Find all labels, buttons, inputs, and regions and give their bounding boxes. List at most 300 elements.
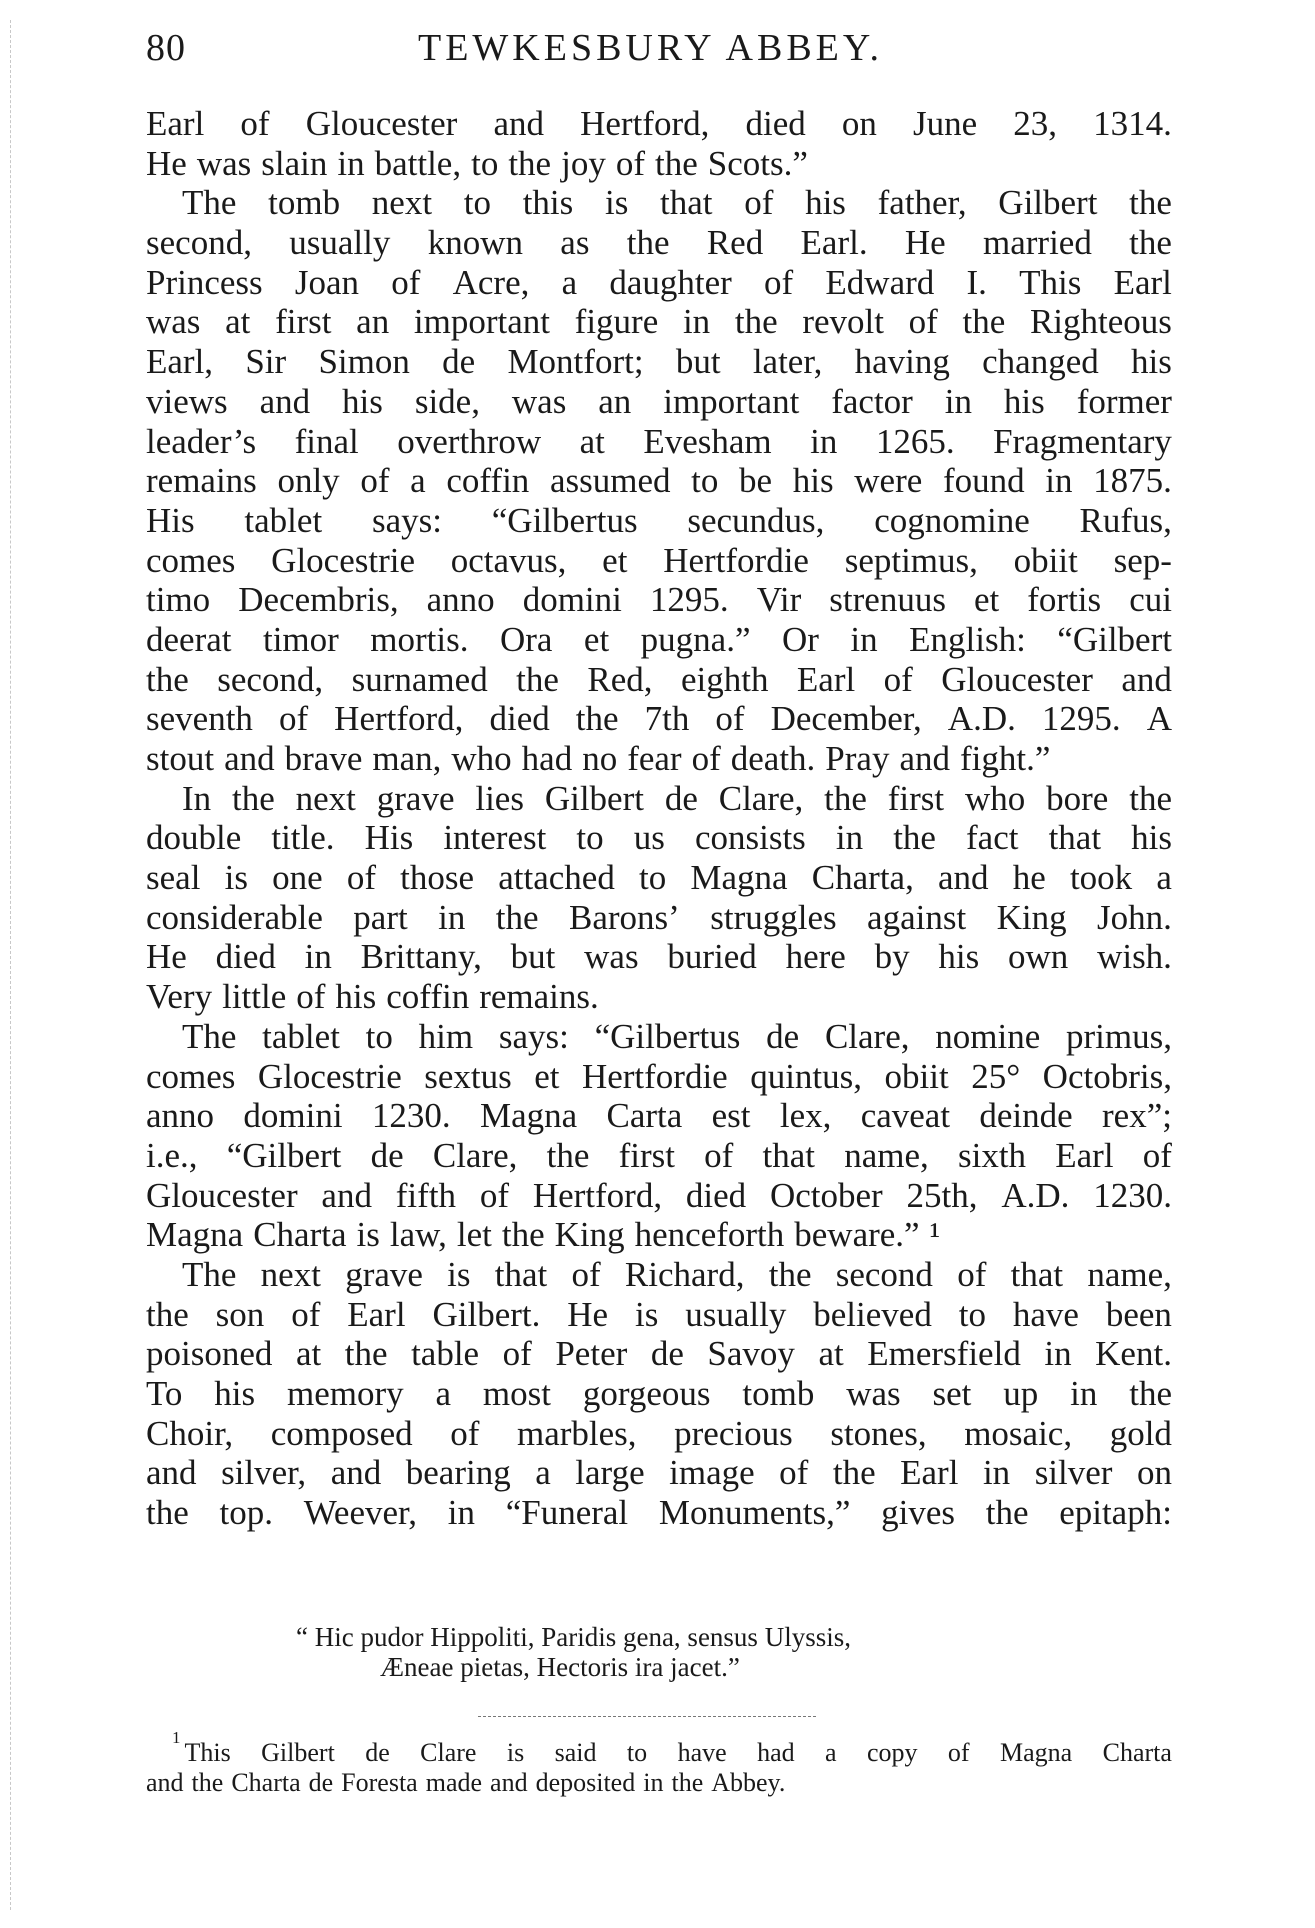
word: of [947, 1738, 970, 1767]
word: most [482, 1374, 551, 1413]
word: a [1156, 858, 1172, 898]
word: June [913, 104, 978, 143]
word: in [682, 302, 711, 342]
word: in [1070, 1374, 1098, 1413]
word: domini [243, 1096, 343, 1136]
word: fear [627, 739, 682, 778]
word: of [779, 1453, 809, 1493]
word: lex, [779, 1096, 832, 1136]
word: of [479, 1175, 510, 1215]
word: to [471, 143, 499, 183]
word: Scots.” [707, 143, 808, 183]
word: in [835, 818, 864, 858]
word: deerat [146, 619, 232, 659]
word: in [810, 421, 838, 461]
word: be [739, 461, 773, 501]
word: He [567, 1294, 609, 1334]
word: the [146, 1493, 189, 1533]
word: et [973, 580, 1000, 620]
word: tablet [244, 500, 323, 540]
word: says: [498, 1016, 569, 1056]
word: own [1008, 937, 1069, 977]
word: coffin [386, 977, 470, 1017]
word: image [669, 1453, 755, 1493]
word: a [535, 1453, 551, 1493]
word: his [805, 183, 846, 223]
word: the [1129, 183, 1172, 223]
word: his [335, 977, 377, 1017]
word: “Gilbertus [594, 1016, 741, 1056]
word: grave [345, 1254, 423, 1294]
word: Hertfordie [581, 1056, 728, 1096]
word: eighth [680, 659, 769, 699]
word: His [146, 500, 195, 540]
word: sextus [424, 1056, 512, 1096]
word: 1265. [875, 421, 955, 461]
word: the [508, 143, 552, 183]
word: the [768, 1254, 812, 1294]
word: of [240, 104, 270, 143]
word: anno [146, 1096, 215, 1136]
word: poisoned [146, 1334, 273, 1374]
word: and [330, 1453, 382, 1493]
word: cognomine [874, 500, 1030, 540]
word: the [893, 818, 936, 858]
word: at [295, 1334, 322, 1374]
word: mortis. [370, 619, 469, 659]
word: Edward [825, 262, 935, 302]
word: Glocestrie [271, 540, 415, 580]
word: obiit [1013, 540, 1078, 580]
word: in [304, 937, 332, 977]
word: Earl, [146, 342, 214, 382]
word: table [411, 1334, 480, 1374]
word: Hertford, [580, 104, 710, 143]
word: died [685, 1175, 747, 1215]
word: important [413, 302, 550, 342]
epitaph-quote [146, 1622, 1172, 1682]
word: a [435, 1374, 452, 1413]
word: figure [574, 302, 659, 342]
word: as [560, 223, 590, 263]
word: his [1131, 818, 1172, 858]
text-line [146, 1057, 1172, 1097]
word: said [554, 1738, 597, 1767]
word: second [835, 1254, 933, 1294]
word: “Gilbert [226, 1135, 342, 1175]
word: father, [877, 183, 967, 223]
word: his [342, 381, 383, 421]
word: septimus, [844, 540, 978, 580]
word: in [337, 143, 365, 183]
word: a [410, 461, 426, 501]
word: Octobris, [1042, 1056, 1172, 1096]
word: a [825, 1738, 837, 1767]
word: died [215, 937, 276, 977]
word: fortis [1027, 580, 1102, 620]
word: in [643, 1768, 664, 1797]
word: silver, [221, 1453, 307, 1493]
word: Simon [318, 342, 410, 382]
word: the [575, 699, 619, 739]
word: usually [289, 223, 391, 263]
text-line [146, 1176, 1172, 1216]
word: Joan [294, 262, 360, 302]
word: Clare, [718, 778, 804, 818]
word: man, [372, 739, 442, 778]
word: sixth [957, 1135, 1027, 1175]
word: first [618, 1135, 675, 1175]
word: de [442, 342, 476, 382]
word: King [554, 1215, 625, 1255]
word: Magna [146, 1215, 244, 1255]
word: pugna.” [640, 619, 751, 659]
word: in [447, 1493, 475, 1533]
text-line [146, 144, 1172, 184]
word: Earl [796, 659, 856, 699]
word: Gilbert [544, 778, 644, 818]
word: He [146, 937, 187, 977]
word: later, [752, 342, 823, 382]
word: Emersfield [867, 1334, 1021, 1374]
word: Earl [900, 1453, 959, 1493]
word: the [824, 778, 867, 818]
word: the [191, 1768, 224, 1797]
word: Foresta [341, 1768, 418, 1797]
word: Gloucester [146, 1175, 298, 1215]
word: obiit [884, 1056, 949, 1096]
word: nomine [935, 1016, 1041, 1056]
word: of [1142, 1135, 1172, 1175]
word: He [146, 143, 187, 183]
word: sep- [1113, 540, 1172, 580]
text-line [146, 739, 1172, 779]
word: struggles [710, 897, 837, 937]
word: Monuments,” [658, 1493, 851, 1533]
word: The [182, 183, 237, 223]
word: of [360, 461, 390, 501]
word: Clare, [824, 1016, 910, 1056]
word: Hertfordie [663, 540, 809, 580]
word: Gilbert. [432, 1294, 541, 1334]
word: important [663, 381, 800, 421]
word: of [278, 699, 309, 739]
word: remains. [479, 977, 599, 1017]
word: in [1044, 1334, 1072, 1374]
word: died [745, 104, 806, 143]
word: anno [426, 580, 495, 620]
word: that [660, 183, 713, 223]
text-line [146, 183, 1172, 223]
word: mosaic, [964, 1413, 1073, 1453]
text-line [146, 501, 1172, 541]
word: precious [674, 1413, 793, 1453]
word: tomb [268, 183, 341, 223]
word: Savoy [707, 1334, 795, 1374]
word: was [584, 937, 639, 977]
text-line [146, 263, 1172, 303]
word: Red [706, 223, 764, 263]
word: stones, [830, 1413, 927, 1453]
word: Choir, [146, 1413, 234, 1453]
word: is [634, 1294, 659, 1334]
word: his [1003, 381, 1045, 421]
word: and [259, 381, 311, 421]
word: Charta, [811, 858, 914, 898]
text-line [146, 699, 1172, 739]
text-line [146, 1334, 1172, 1374]
word: English: [909, 619, 1026, 659]
word: beware.” [794, 1215, 920, 1255]
word: leader’s [146, 421, 257, 461]
word: fifth [395, 1175, 457, 1215]
word: the [832, 1453, 876, 1493]
word: was [146, 302, 201, 342]
word: assumed [549, 461, 671, 501]
word: the [1129, 778, 1172, 818]
word: brave [284, 739, 363, 778]
word: A [1146, 699, 1172, 739]
word: gives [881, 1493, 955, 1533]
epitaph-line: Æneae pietas, Hectoris ira jacet.” [380, 1652, 740, 1682]
text-line [146, 898, 1172, 938]
word: double [146, 818, 242, 858]
word: de [365, 1738, 390, 1767]
word: took [1069, 858, 1133, 898]
page-header [146, 26, 1176, 76]
text-line [146, 302, 1172, 342]
word: but [510, 937, 556, 977]
text-line [146, 342, 1172, 382]
word: et [583, 619, 610, 659]
word: is [604, 183, 629, 223]
word: Earl [1113, 262, 1172, 302]
word: against [867, 897, 967, 937]
word: says: [371, 500, 442, 540]
word: is [224, 858, 248, 898]
word: the [495, 897, 539, 937]
word: “Funeral [505, 1493, 629, 1533]
word: of [291, 1294, 321, 1334]
word: death. [730, 739, 816, 778]
word: is [447, 1254, 471, 1294]
word: cui [1129, 580, 1172, 620]
word: December, [770, 699, 922, 739]
word: the [654, 143, 698, 183]
text-line [146, 660, 1172, 700]
text-line [146, 422, 1172, 462]
word: de [650, 1334, 684, 1374]
word: that [1010, 1254, 1064, 1294]
word: He [904, 223, 946, 263]
word: to [463, 183, 491, 223]
word: usually [685, 1294, 787, 1334]
word: of [296, 977, 326, 1017]
word: de [766, 1016, 800, 1056]
word: buried [667, 937, 757, 977]
word: seal [146, 858, 201, 898]
word: copy [866, 1738, 918, 1767]
footnote-separator [478, 1716, 816, 1717]
word: est [711, 1096, 751, 1136]
word: next [371, 183, 433, 223]
text-line [146, 1136, 1172, 1176]
word: slain [261, 143, 328, 183]
word: son [215, 1294, 265, 1334]
word: law, [389, 1215, 447, 1255]
word: and [146, 1768, 184, 1797]
text-line [146, 382, 1172, 422]
word: believed [813, 1294, 932, 1334]
word: have [1012, 1294, 1079, 1334]
word: to [576, 818, 604, 858]
page-number: 80 [146, 27, 186, 69]
text-line [146, 580, 1172, 620]
word: next [260, 1254, 321, 1294]
word: Fragmentary [993, 421, 1172, 461]
word: strenuus [829, 580, 946, 620]
word: overthrow [397, 421, 542, 461]
word: gorgeous [582, 1374, 711, 1413]
word: considerable [146, 897, 323, 937]
word: title. [271, 818, 335, 858]
text-line [146, 1453, 1172, 1493]
word: 25th, [906, 1175, 978, 1215]
word: Peter [555, 1334, 628, 1374]
word: and [490, 1768, 528, 1797]
word: Abbey. [711, 1768, 786, 1797]
word: Magna [690, 858, 788, 898]
word: Montfort; [507, 342, 644, 382]
word: tablet [262, 1016, 340, 1056]
word: tomb [742, 1374, 815, 1413]
word: been [1105, 1294, 1172, 1334]
word: that [1048, 818, 1102, 858]
word: ¹ [929, 1215, 941, 1255]
word: name, [1087, 1254, 1172, 1294]
word: a [561, 262, 578, 302]
word: made [425, 1768, 483, 1797]
word: Sir [245, 342, 287, 382]
word: the [344, 1334, 388, 1374]
word: this [522, 183, 574, 223]
word: who [451, 739, 512, 778]
word: is [506, 1738, 525, 1767]
word: His [364, 818, 414, 858]
text-line [146, 1215, 1172, 1255]
word: and [146, 1453, 197, 1493]
word: Gloucester [941, 659, 1093, 699]
word: of [715, 699, 745, 739]
word: attached [498, 858, 615, 898]
word: Pray [825, 739, 890, 778]
word: to [639, 858, 667, 898]
word: of [615, 143, 645, 183]
word: the [501, 1215, 545, 1255]
word: final [294, 421, 359, 461]
word: battle, [374, 143, 462, 183]
word: Acre, [452, 262, 530, 302]
word: the [962, 302, 1006, 342]
word: side, [414, 381, 480, 421]
word: top. [219, 1493, 273, 1533]
word: in [438, 897, 466, 937]
word: second, [217, 659, 324, 699]
word: Gilbert [998, 183, 1098, 223]
word: the [626, 223, 670, 263]
word: rex”; [1102, 1096, 1172, 1136]
word: of [502, 1334, 532, 1374]
word: bore [1046, 778, 1109, 818]
footnote-text [185, 1738, 1173, 1768]
word: memory [287, 1374, 404, 1413]
word: interest [443, 818, 547, 858]
word: Weever, [303, 1493, 418, 1533]
word: composed [270, 1413, 413, 1453]
word: Righteous [1029, 302, 1172, 342]
word: This [184, 1738, 231, 1767]
word: factor [831, 381, 913, 421]
word: Magna [1000, 1738, 1073, 1767]
word: King [996, 897, 1067, 937]
word: of [957, 1254, 987, 1294]
word: wish. [1097, 937, 1172, 977]
word: one [272, 858, 323, 898]
text-line [146, 977, 1172, 1017]
word: deinde [979, 1096, 1073, 1136]
word: and [899, 739, 950, 778]
word: This [1019, 262, 1082, 302]
word: Glocestrie [257, 1056, 402, 1096]
word: gold [1109, 1413, 1172, 1453]
word: To [146, 1374, 183, 1413]
word: have [677, 1738, 727, 1767]
word: revolt [802, 302, 884, 342]
word: of [691, 739, 721, 778]
word: the [232, 778, 275, 818]
word: Vir [756, 580, 802, 620]
word: Barons’ [568, 897, 680, 937]
word: the [516, 659, 559, 699]
word: to [691, 461, 719, 501]
word: second, [146, 223, 252, 263]
word: 1295. [1041, 699, 1121, 739]
text-line [146, 1017, 1172, 1057]
word: marbles, [516, 1413, 637, 1453]
word: de [370, 1135, 404, 1175]
word: having [854, 342, 950, 382]
word: Evesham [643, 421, 772, 461]
word: views [146, 381, 228, 421]
word: had [521, 739, 573, 778]
word: let [456, 1215, 492, 1255]
word: on [1136, 1453, 1172, 1493]
word: Hertford, [334, 699, 464, 739]
text-line [146, 223, 1172, 263]
word: in [850, 619, 878, 659]
word: at [225, 302, 251, 342]
text-line [146, 1096, 1172, 1136]
word: Decembris, [238, 580, 399, 620]
word: consists [694, 818, 806, 858]
word: henceforth [634, 1215, 785, 1255]
word: Hertford, [532, 1175, 663, 1215]
word: little [222, 977, 287, 1017]
page-edge-line [10, 20, 11, 1910]
word: the [546, 1135, 590, 1175]
word: lies [475, 778, 524, 818]
word: 1230. [1093, 1175, 1172, 1215]
